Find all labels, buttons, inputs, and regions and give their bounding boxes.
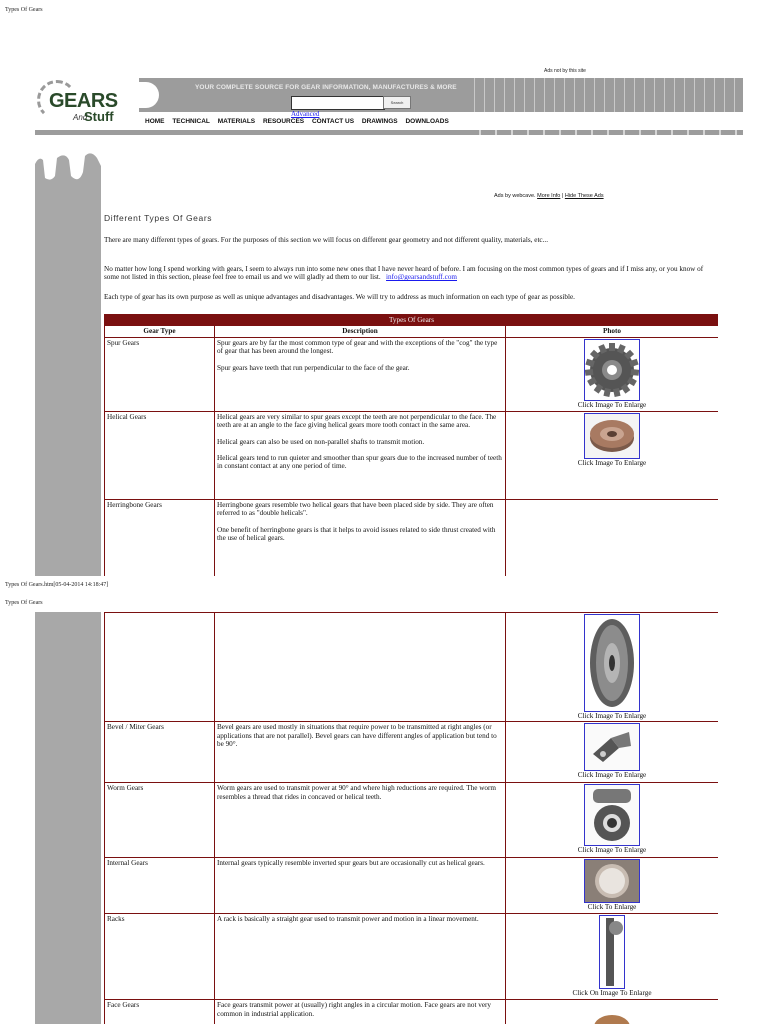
description-cell bbox=[215, 722, 506, 783]
site-logo[interactable] bbox=[35, 78, 145, 136]
table-row bbox=[105, 411, 719, 499]
col-header-photo: Photo bbox=[506, 326, 719, 337]
table-row bbox=[105, 914, 719, 1000]
main-nav bbox=[145, 118, 455, 125]
description-cell bbox=[215, 1000, 506, 1024]
description-cell bbox=[215, 914, 506, 1000]
more-info-link[interactable]: More Info bbox=[537, 193, 561, 199]
nav-home[interactable]: HOME bbox=[145, 118, 165, 125]
left-sidebar bbox=[35, 148, 101, 576]
logo-and-text: And bbox=[73, 113, 88, 122]
search-button[interactable]: Search bbox=[383, 96, 411, 109]
gear-type-cell: Herringbone Gears bbox=[105, 499, 215, 576]
description-cell bbox=[215, 411, 506, 499]
header-stripes bbox=[465, 78, 743, 112]
description-cell bbox=[215, 783, 506, 858]
col-header-type: Gear Type bbox=[105, 326, 215, 337]
description-text: One benefit of herringbone gears is that it helps to avoid issues related to side thrust created with the use of helical gears. bbox=[217, 525, 496, 543]
photo-cell bbox=[506, 337, 719, 411]
search-input[interactable] bbox=[291, 96, 385, 110]
gear-type-cell: Spur Gears bbox=[105, 337, 215, 411]
rack-gear-image[interactable] bbox=[599, 915, 625, 989]
table-caption: Types Of Gears bbox=[105, 315, 719, 326]
photo-caption[interactable]: Click Image To Enlarge bbox=[577, 771, 647, 780]
description-text: Helical gears tend to run quieter and smoother than spur gears due to the increased number of teeth in constant contact at any one period of time. bbox=[217, 454, 502, 471]
photo-caption[interactable]: Click Image To Enlarge bbox=[577, 712, 647, 720]
hide-ads-link[interactable]: Hide These Ads bbox=[564, 193, 604, 199]
description-cell-continued bbox=[215, 613, 506, 722]
gear-type-cell: Internal Gears bbox=[105, 858, 215, 914]
page2-title: Types Of Gears bbox=[5, 600, 43, 606]
gear-table-page1 bbox=[104, 314, 718, 576]
description-text: Internal gears typically resemble inverted spur gears but are occasionally cut as helical gears. bbox=[217, 859, 485, 868]
table-row bbox=[105, 1000, 719, 1024]
photo-cell bbox=[506, 1000, 719, 1024]
gear-type-cell: Bevel / Miter Gears bbox=[105, 722, 215, 783]
description-text: Helical gears can also be used on non-parallel shafts to transmit motion. bbox=[217, 437, 425, 446]
intro-paragraph: There are many different types of gears. For the purposes of this section we will focus on different gear geometry and not different quality, materials, etc... bbox=[104, 236, 549, 244]
gear-type-cell: Helical Gears bbox=[105, 411, 215, 499]
header-divider-stripes bbox=[465, 130, 743, 135]
photo-cell bbox=[506, 722, 719, 783]
photo-cell bbox=[506, 858, 719, 914]
herringbone-gear-image[interactable] bbox=[584, 614, 640, 712]
description-cell bbox=[215, 499, 506, 576]
photo-cell bbox=[506, 613, 719, 722]
photo-cell bbox=[506, 411, 719, 499]
worm-gear-image[interactable] bbox=[584, 784, 640, 846]
nav-resources[interactable]: RESOURCES bbox=[262, 118, 305, 125]
ad-links bbox=[494, 193, 604, 199]
footer-stamp: Types Of Gears.htm[05-04-2014 14:18:47] bbox=[5, 582, 109, 588]
second-paragraph-text: No matter how long I spend working with gears, I seem to always run into some new ones that I have never heard of before. I am focusing on the most common types of gears and if I miss any, or you know of some not listed in this section, please feel free to email us and we will gladly ad them to our list. bbox=[104, 265, 704, 282]
description-text: Bevel gears are used mostly in situations that require power to be transmitted at right angles (or applications that are not parallel). Bevel gears can have different angles of application but tend to be 90°. bbox=[217, 723, 497, 749]
table-row bbox=[105, 783, 719, 858]
logo-stuff-text: Stuff bbox=[84, 109, 114, 124]
description-text: Spur gears have teeth that run perpendicular to the face of the gear. bbox=[217, 363, 410, 372]
nav-technical[interactable]: TECHNICAL bbox=[172, 118, 210, 125]
helical-gear-image[interactable] bbox=[584, 413, 640, 459]
table-row bbox=[105, 722, 719, 783]
ad-separator: | bbox=[561, 193, 564, 199]
description-text: Worm gears are used to transmit power at 90° and where high reductions are required. The worm resembles a thread that rides in concaved or helical teeth. bbox=[217, 784, 496, 801]
table-row bbox=[105, 613, 719, 722]
face-gear-image[interactable] bbox=[585, 1001, 639, 1024]
nav-drawings[interactable]: DRAWINGS bbox=[361, 118, 398, 125]
description-text: A rack is basically a straight gear used to transmit power and motion in a linear movement. bbox=[217, 915, 479, 924]
photo-caption[interactable]: Click On Image To Enlarge bbox=[572, 989, 652, 998]
header-wave bbox=[133, 82, 159, 108]
left-sidebar-page2 bbox=[35, 612, 101, 1024]
photo-cell bbox=[506, 783, 719, 858]
advanced-search-link[interactable]: Advanced bbox=[291, 110, 320, 118]
gear-table-page2 bbox=[104, 612, 718, 1024]
nav-contact-us[interactable]: CONTACT US bbox=[311, 118, 355, 125]
email-link[interactable]: info@gearsandstuff.com bbox=[386, 273, 458, 282]
sidebar-teeth-icon bbox=[35, 148, 101, 188]
third-paragraph: Each type of gear has its own purpose as well as unique advantages and disadvantages. We will try to address as much information on each type of gear as possible. bbox=[104, 293, 575, 301]
nav-materials[interactable]: MATERIALS bbox=[217, 118, 256, 125]
gear-type-cell-continued bbox=[105, 613, 215, 722]
second-paragraph bbox=[104, 265, 718, 282]
table-row bbox=[105, 337, 719, 411]
col-header-description: Description bbox=[215, 326, 506, 337]
description-cell bbox=[215, 858, 506, 914]
gear-type-cell: Racks bbox=[105, 914, 215, 1000]
description-text: Helical gears are very similar to spur gears except the teeth are not perpendicular to the face. The teeth are at an angle to the face giving helical gears more tooth contact in the same area. bbox=[217, 412, 497, 430]
header-tagline: YOUR COMPLETE SOURCE FOR GEAR INFORMATION, MANUFACTURES & MORE bbox=[195, 84, 457, 91]
section-heading: Different Types Of Gears bbox=[104, 213, 213, 223]
description-text: Spur gears are by far the most common type of gear and with the exceptions of the "cog" the type of gear that has been around the longest. bbox=[217, 338, 498, 356]
description-text: Face gears transmit power at (usually) right angles in a circular motion. Face gears are not very common in industrial application. bbox=[217, 1001, 492, 1018]
photo-caption[interactable]: Click Image To Enlarge bbox=[577, 458, 647, 467]
ads-by-text: Ads by webcave. bbox=[494, 193, 536, 199]
internal-gear-image[interactable] bbox=[584, 859, 640, 903]
photo-cell bbox=[506, 499, 719, 576]
gear-type-cell: Worm Gears bbox=[105, 783, 215, 858]
photo-cell bbox=[506, 914, 719, 1000]
spur-gear-image[interactable] bbox=[584, 339, 640, 401]
table-row bbox=[105, 858, 719, 914]
photo-caption[interactable]: Click Image To Enlarge bbox=[577, 400, 647, 409]
logo-gears-text: GEARS bbox=[49, 90, 118, 112]
description-cell bbox=[215, 337, 506, 411]
ad-label: Ads not by this site bbox=[544, 68, 586, 74]
site-header bbox=[35, 78, 743, 136]
bevel-gear-image[interactable] bbox=[584, 723, 640, 771]
gear-type-cell: Face Gears bbox=[105, 1000, 215, 1024]
table-row bbox=[105, 499, 719, 576]
nav-downloads[interactable]: DOWNLOADS bbox=[405, 118, 449, 125]
description-text: Herringbone gears resemble two helical gears that have been placed side by side. They are often referred to as "double helicals". bbox=[217, 500, 494, 518]
page-title: Types Of Gears bbox=[5, 7, 43, 13]
photo-caption[interactable]: Click Image To Enlarge bbox=[577, 846, 647, 855]
photo-caption[interactable]: Click To Enlarge bbox=[587, 903, 637, 912]
